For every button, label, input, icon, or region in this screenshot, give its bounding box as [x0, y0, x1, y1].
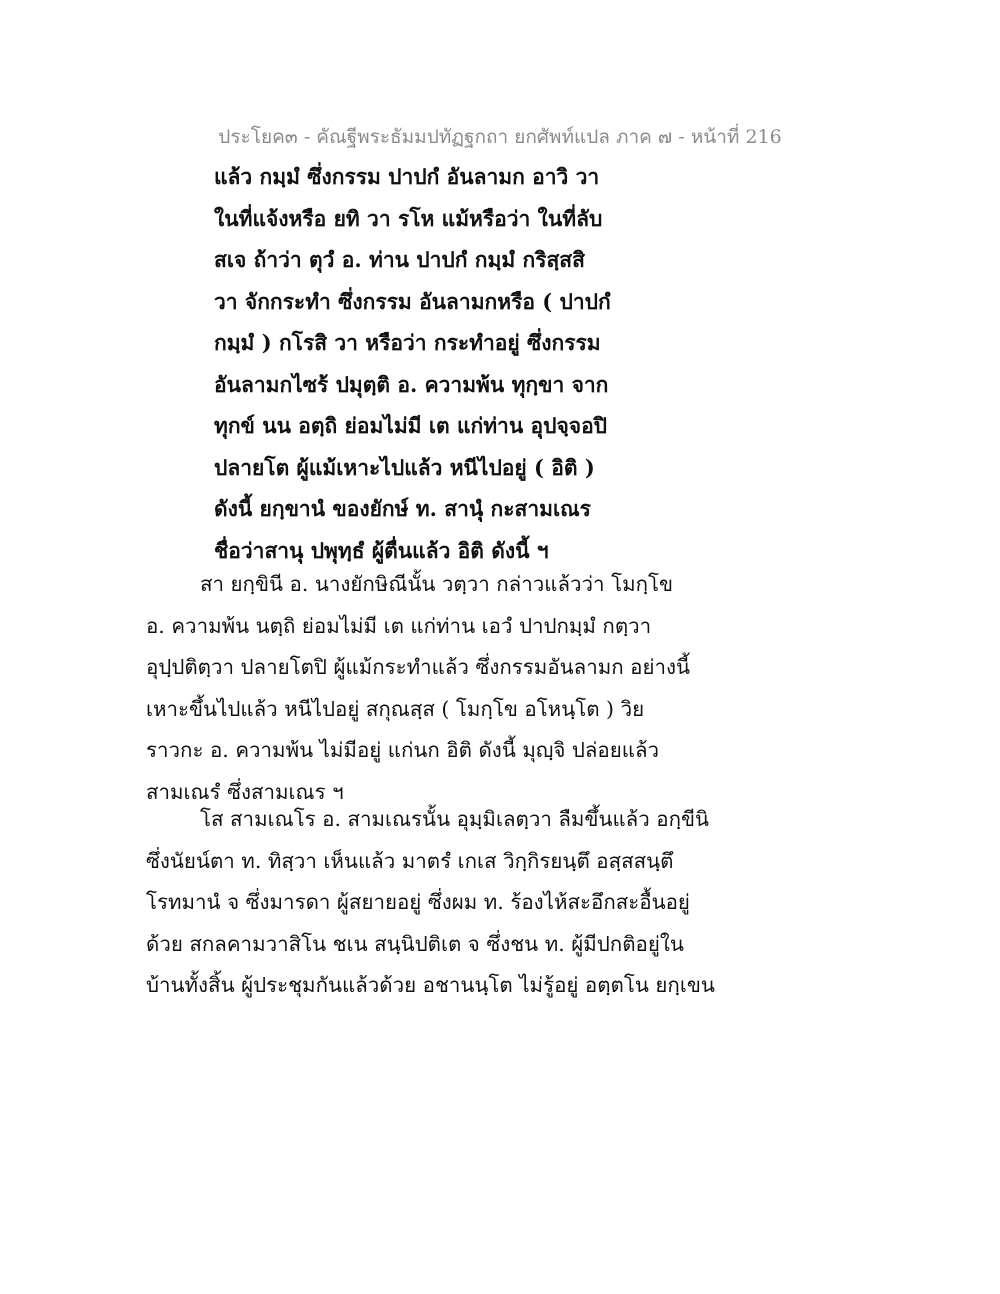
verse-line: ดังนี้ ยกฺขานํ ของยักษ์ ท. สานุํ กะสามเณร [214, 496, 591, 521]
paragraph-line: โรทมานํ จ ซึ่งมารดา ผู้สยายอยู่ ซึ่งผม ท. ร้องไห้สะอึกสะอื้นอยู่ [146, 890, 690, 914]
verse-line: แล้ว กมฺมํ ซึ่งกรรม ปาปกํ อันลามก อาวิ วา [214, 164, 600, 189]
paragraph-2 [146, 799, 715, 1007]
paragraph-line: อ. ความพ้น นตฺถิ ย่อมไม่มี เต แก่ท่าน เอวํ ปาปกมฺมํ กตฺวา [146, 613, 652, 638]
paragraph-line: สา ยกฺขินี อ. นางยักษิณีนั้น วตฺวา กล่าวแล้วว่า โมกฺโข [200, 572, 674, 596]
paragraph-line: สามเณรํ ซึ่งสามเณร ฯ [146, 779, 344, 804]
paragraph-line: โส สามเณโร อ. สามเณรนั้น อุมฺมิเลตฺวา ลืมขึ้นแล้ว อกฺขีนิ [200, 807, 710, 831]
verse-line: ปลายโต ผู้แม้เหาะไปแล้ว หนีไปอยู่ ( อิติ ) [214, 454, 595, 480]
paragraph-line: ด้วย สกลคามวาสิโน ชเน สนฺนิปติเต จ ซึ่งชน ท. ผู้มีปกติอยู่ใน [146, 931, 684, 956]
paragraph-line: เหาะขึ้นไปแล้ว หนีไปอยู่ สกุณสฺส ( โมกฺโข อโหนฺโต ) วิย [146, 696, 645, 721]
verse-line: ในที่แจ้งหรือ ยทิ วา รโห แม้หรือว่า ในที่ลับ [214, 205, 603, 231]
verse-line: ชื่อว่าสานุ ปพุทฺธํ ผู้ตื่นแล้ว อิติ ดังนี้ ฯ [214, 537, 549, 563]
paragraph-line: ซึ่งนัยน์ตา ท. ทิสฺวา เห็นแล้ว มาตรํ เกเส วิกฺกิรยนฺตึ อสฺสสนฺตึ [146, 848, 674, 873]
verse-block [214, 156, 634, 571]
verse-line: ทุกข์ นน อตฺถิ ย่อมไม่มี เต แก่ท่าน อุปจฺจอปิ [214, 413, 608, 438]
verse-line: อันลามกไซร้ ปมุตฺติ อ. ความพ้น ทุกฺขา จาก [214, 371, 609, 397]
paragraph-line: ราวกะ อ. ความพ้น ไม่มีอยู่ แก่นก อิติ ดังนี้ มุญฺจิ ปล่อยแล้ว [146, 738, 660, 762]
page-header: ประโยค๓ - คัณฐีพระธัมมปทัฏฐกถา ยกศัพท์แปล ภาค ๗ - หน้าที่ 216 [218, 126, 782, 148]
paragraph-1 [146, 564, 706, 813]
verse-line: กมฺมํ ) กโรสิ วา หรือว่า กระทำอยู่ ซึ่งกรรม [214, 330, 601, 355]
verse-line: วา จักกระทำ ซึ่งกรรม อันลามกหรือ ( ปาปกํ [214, 288, 611, 314]
verse-line: สเจ ถ้าว่า ตุวํ อ. ท่าน ปาปกํ กมฺมํ กริสฺสสิ [214, 247, 585, 272]
paragraph-line: บ้านทั้งสิ้น ผู้ประชุมกันแล้วด้วย อชานนฺโต ไม่รู้อยู่ อตฺตโน ยกฺเขน [146, 973, 715, 997]
paragraph-line: อุปฺปติตฺวา ปลายโตปิ ผู้แม้กระทำแล้ว ซึ่งกรรมอันลามก อย่างนี้ [146, 655, 691, 679]
